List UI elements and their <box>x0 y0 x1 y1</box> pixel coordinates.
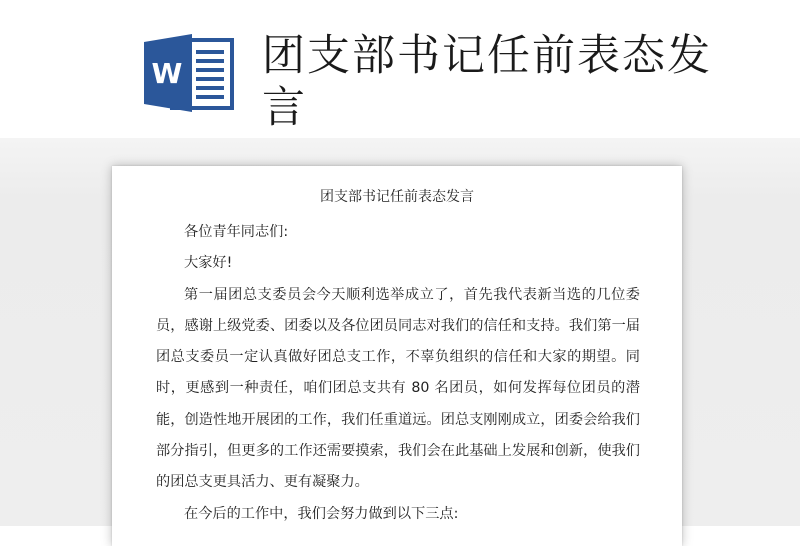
header-banner <box>0 0 800 150</box>
svg-text:W: W <box>151 57 183 90</box>
paragraph-hello: 大家好! <box>184 255 233 272</box>
paragraph-main: 第一届团总支委员会今天顺利选举成立了，首先我代表新当选的几位委员，感谢上级党委、团委以及各位团员同志对我们的信任和支持。我们第一届团总支委员一定认真做好团总支工作，不辜负组织的信任和大家的期望。同时，更感到一种责任，咱们团总支共有 80 名团员，如何发挥每位团员的潜能，创造性地开展团的工作，我们任重道远。团总支刚刚成立，团委会给我们部分指引，但更多的工作还需要摸索，我们会在此基础上发展和创新，使我们的团总支更具活力、更有凝聚力。 <box>156 286 640 491</box>
paragraph-intro-points: 在今后的工作中，我们会努力做到以下三点: <box>184 505 459 522</box>
paragraph-greeting: 各位青年同志们: <box>184 224 289 240</box>
word-document-icon <box>142 34 238 112</box>
document-body <box>156 217 640 530</box>
header-title: 团支部书记任前表态发言 <box>262 31 712 133</box>
document-page <box>112 166 682 546</box>
document-title: 团支部书记任前表态发言 <box>320 189 474 205</box>
